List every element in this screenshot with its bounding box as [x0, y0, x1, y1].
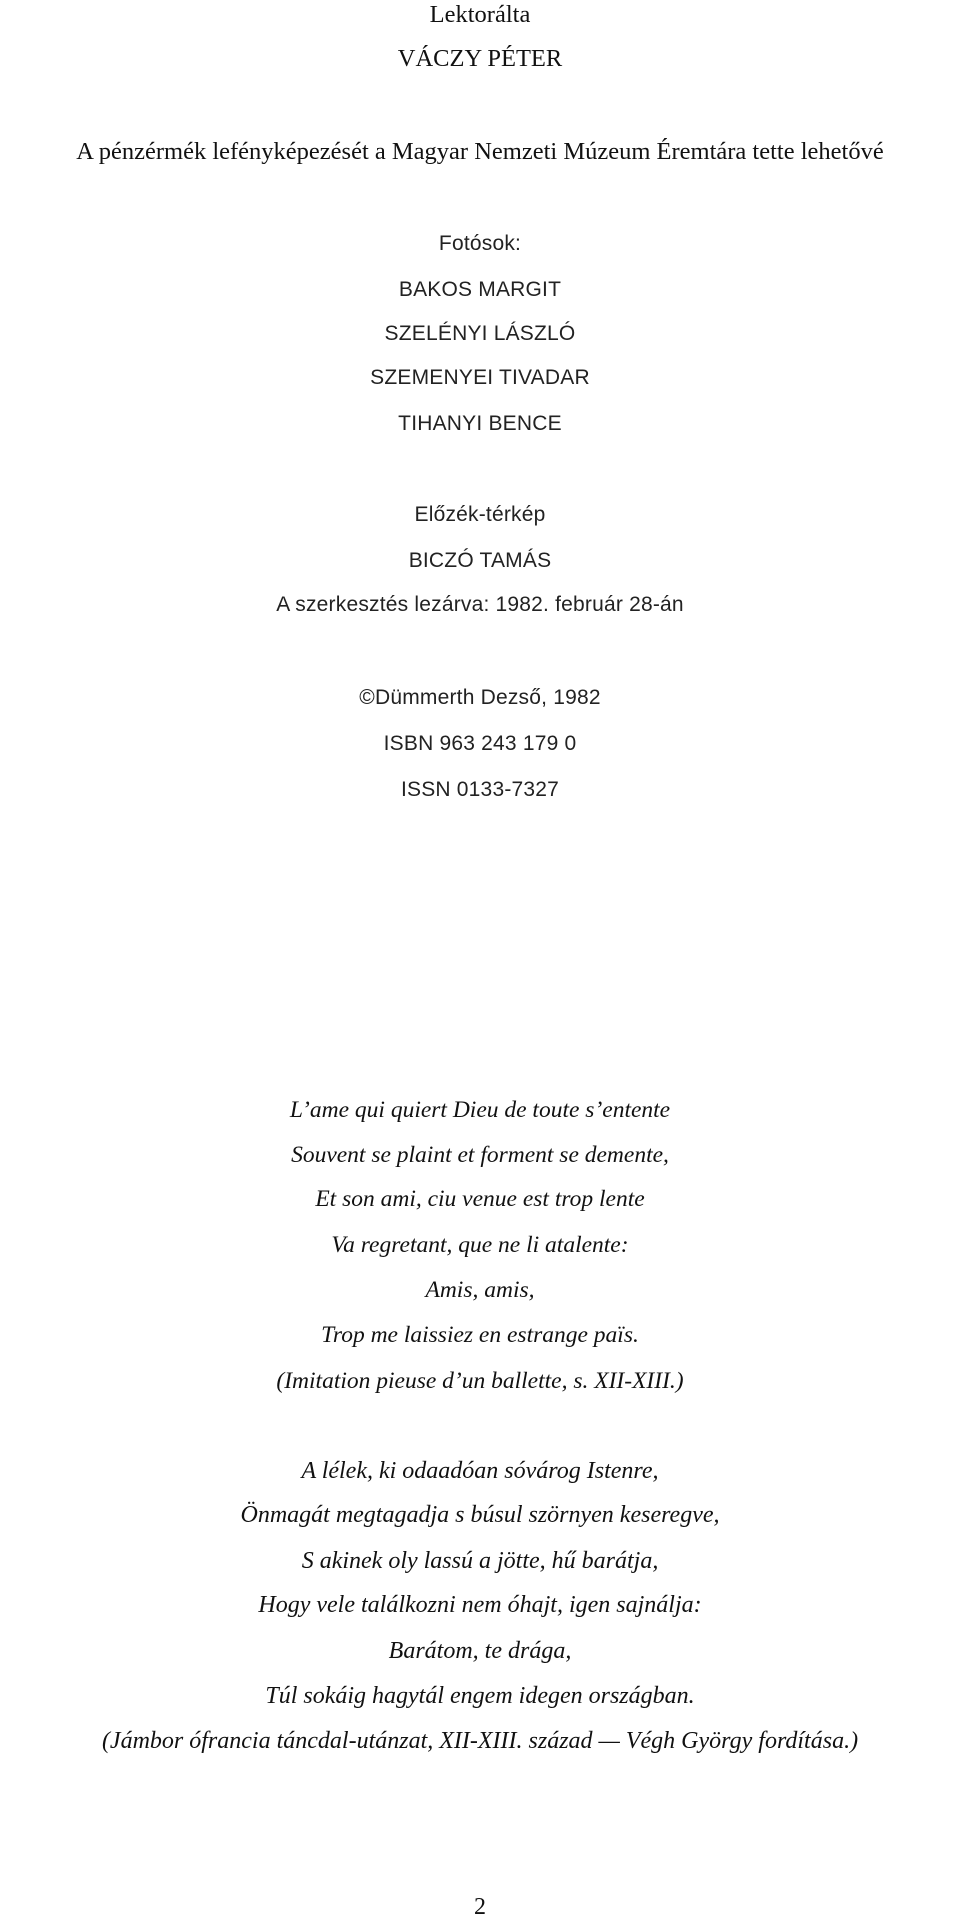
photographer-name: SZELÉNYI LÁSZLÓ — [384, 322, 576, 345]
copyright-notice: ©Dümmerth Dezső, 1982 — [359, 686, 601, 709]
editor-name: VÁCZY PÉTER — [397, 45, 563, 72]
poem-line: Túl sokáig hagytál engem idegen országban. — [265, 1683, 695, 1709]
photographer-name: SZEMENYEI TIVADAR — [370, 366, 590, 389]
photographer-name: TIHANYI BENCE — [398, 412, 562, 435]
poem-line: Önmagát megtagadja s búsul szörnyen keseregve, — [240, 1502, 720, 1528]
photo-note: A pénzérmék lefényképezését a Magyar Nemzeti Múzeum Éremtára tette lehetővé — [76, 138, 884, 165]
poem-line: Barátom, te drága, — [388, 1638, 572, 1664]
poem-line: Souvent se plaint et forment se demente, — [291, 1142, 669, 1168]
issn: ISSN 0133-7327 — [400, 778, 560, 801]
photographers-label: Fotósok: — [438, 232, 522, 255]
poem-line: Va regretant, que ne li atalente: — [331, 1232, 629, 1258]
poem-line: Hogy vele találkozni nem óhajt, igen sajnálja: — [258, 1592, 702, 1618]
editor-label: Lektorálta — [429, 1, 531, 28]
endpaper-map-name: BICZÓ TAMÁS — [408, 549, 552, 572]
poem-line: S akinek oly lassú a jötte, hű barátja, — [301, 1548, 659, 1574]
poem-line: L’ame qui quiert Dieu de toute s’entente — [289, 1097, 671, 1123]
poem-source: (Jámbor ófrancia táncdal-utánzat, XII-XIII. század — Végh György fordítása.) — [101, 1728, 859, 1754]
endpaper-map-label: Előzék-térkép — [414, 503, 546, 526]
poem-line: Amis, amis, — [425, 1277, 535, 1303]
poem-source: (Imitation pieuse d’un ballette, s. XII-XIII.) — [276, 1368, 684, 1394]
poem-line: Trop me laissiez en estrange païs. — [321, 1322, 639, 1348]
poem-line: Et son ami, ciu venue est trop lente — [315, 1186, 645, 1212]
poem-line: A lélek, ki odaadóan sóvárog Istenre, — [301, 1458, 659, 1484]
photographer-name: BAKOS MARGIT — [398, 278, 562, 301]
isbn: ISBN 963 243 179 0 — [383, 732, 577, 755]
editing-closed-date: A szerkesztés lezárva: 1982. február 28-án — [276, 593, 684, 616]
page-number: 2 — [474, 1894, 486, 1920]
